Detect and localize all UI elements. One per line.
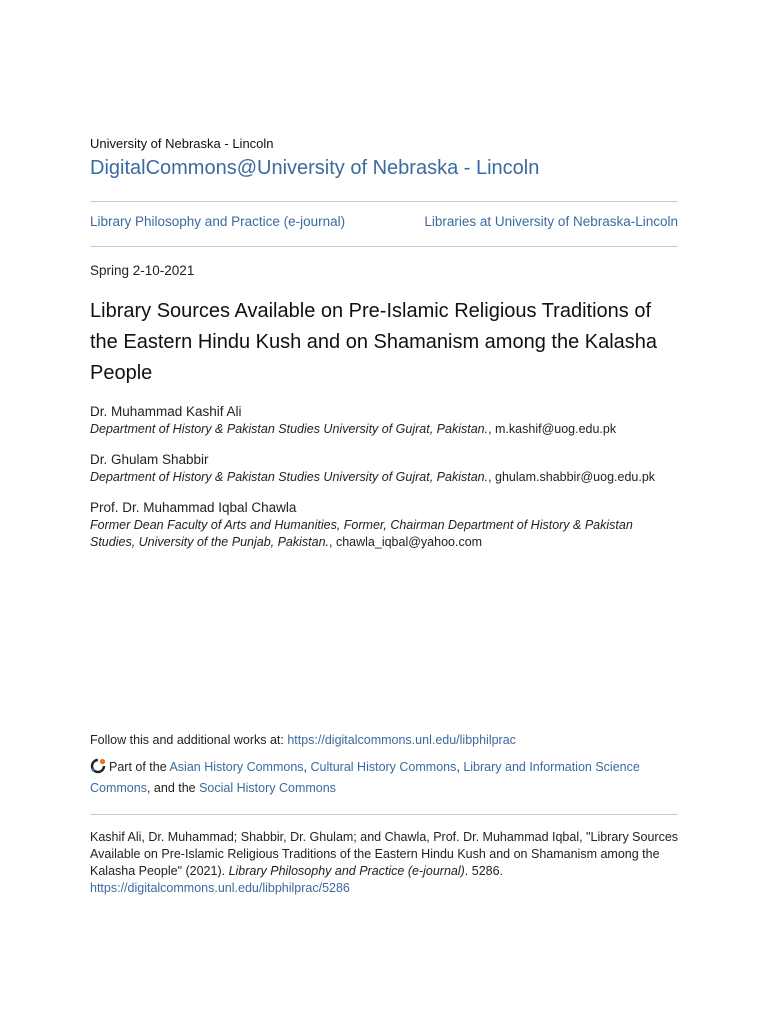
commons-link-library-science[interactable]: Library and Information Science Commons <box>90 760 640 795</box>
divider-series <box>90 246 678 247</box>
part-of-prefix: Part of the <box>109 760 170 774</box>
citation-number: . 5286. <box>464 864 504 878</box>
separator: , and the <box>146 781 200 795</box>
follow-prefix: Follow this and additional works at: <box>90 733 288 747</box>
bepress-commons-icon <box>90 758 106 774</box>
commons-link-asian-history[interactable]: Asian History Commons <box>169 760 304 774</box>
commons-link-social-history[interactable]: Social History Commons <box>199 781 336 795</box>
commons-link-cultural-history[interactable]: Cultural History Commons <box>310 760 457 774</box>
divider-bottom <box>90 814 678 815</box>
author-name: Prof. Dr. Muhammad Iqbal Chawla <box>90 500 297 515</box>
part-of-line <box>90 757 680 799</box>
author-email: , ghulam.shabbir@uog.edu.pk <box>488 470 656 484</box>
author-email: , m.kashif@uog.edu.pk <box>488 422 617 436</box>
affiliation-text: Department of History & Pakistan Studies University of Gujrat, Pakistan. <box>90 422 489 436</box>
author-block <box>90 451 680 486</box>
publication-date: Spring 2-10-2021 <box>90 263 195 278</box>
article-title: Library Sources Available on Pre-Islamic Religious Traditions of the Eastern Hindu Kush and on Shamanism among the Kalasha People <box>90 300 658 384</box>
author-name: Dr. Muhammad Kashif Ali <box>90 404 242 419</box>
institution-name: University of Nebraska - Lincoln <box>90 136 274 151</box>
author-block <box>90 499 680 551</box>
affiliation-text: Department of History & Pakistan Studies University of Gujrat, Pakistan. <box>90 470 489 484</box>
separator: , <box>303 760 311 774</box>
author-affiliation <box>90 469 680 486</box>
follow-url-link[interactable]: https://digitalcommons.unl.edu/libphilprac <box>287 733 516 747</box>
author-affiliation <box>90 421 680 438</box>
repository-link[interactable]: DigitalCommons@University of Nebraska - Lincoln <box>90 157 540 179</box>
series-link-journal[interactable]: Library Philosophy and Practice (e-journal) <box>90 214 346 229</box>
citation-text: Kashif Ali, Dr. Muhammad; Shabbir, Dr. Ghulam; and Chawla, Prof. Dr. Muhammad Iqbal, "Library Sources Available on Pre-Islamic Religious Traditions of the Eastern Hindu Kush and on Shamanism among the Kalasha People" (2021). <box>90 830 679 878</box>
citation-journal: Library Philosophy and Practice (e-journal) <box>228 864 465 878</box>
follow-line <box>90 733 516 747</box>
author-affiliation <box>90 517 680 551</box>
author-block <box>90 403 680 438</box>
divider-top <box>90 201 678 202</box>
citation-url-link[interactable]: https://digitalcommons.unl.edu/libphilprac/5286 <box>90 881 350 895</box>
recommended-citation <box>90 829 680 897</box>
author-name: Dr. Ghulam Shabbir <box>90 452 209 467</box>
separator: , <box>456 760 464 774</box>
author-email: , chawla_iqbal@yahoo.com <box>329 535 483 549</box>
affiliation-text: Former Dean Faculty of Arts and Humanities, Former, Chairman Department of History & Pakistan Studies, University of the Punjab, Pakistan. <box>90 518 633 549</box>
series-link-libraries[interactable]: Libraries at University of Nebraska-Lincoln <box>424 214 678 229</box>
